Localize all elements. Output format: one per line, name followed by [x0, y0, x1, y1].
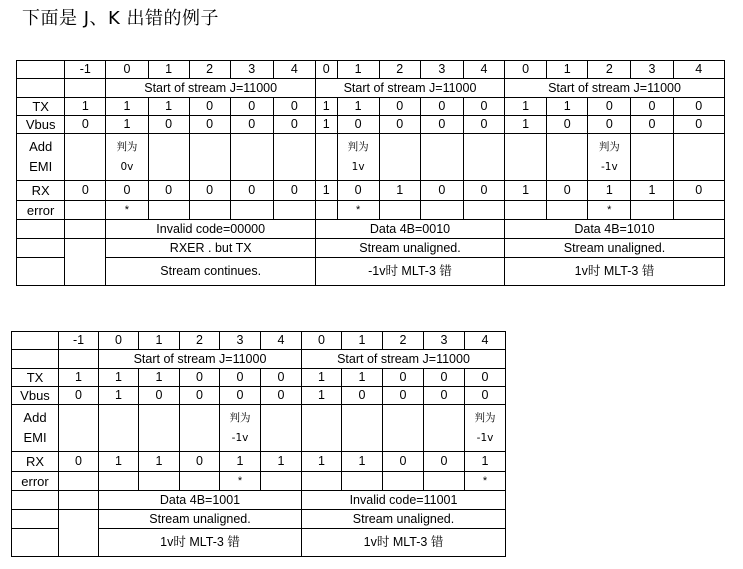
error-cell	[379, 201, 420, 220]
decode-result: Data 4B=0010	[315, 220, 504, 239]
emi-cell	[180, 405, 220, 452]
vbus-cell: 0	[342, 387, 383, 405]
rx-cell: 1	[261, 452, 302, 472]
note-line: Stream continues.	[106, 258, 316, 286]
tx-cell: 1	[302, 369, 342, 387]
error-marker: *	[220, 472, 261, 491]
tx-cell: 0	[189, 98, 230, 116]
error-cell	[673, 201, 724, 220]
emi-cell	[139, 405, 180, 452]
bit-header: 3	[220, 332, 261, 350]
group-header: Start of stream J=11000	[302, 350, 506, 369]
emi-note-line: 判为	[116, 141, 138, 153]
vbus-cell: 0	[631, 116, 673, 134]
tx-cell: 0	[424, 369, 465, 387]
rx-cell: 0	[673, 181, 724, 201]
vbus-cell: 0	[379, 116, 420, 134]
error-cell	[189, 201, 230, 220]
blank-cell	[59, 491, 99, 510]
emi-note-line: 判为	[474, 412, 496, 424]
rx-cell: 1	[220, 452, 261, 472]
bit-header: 1	[148, 61, 189, 79]
vbus-cell: 0	[220, 387, 261, 405]
rx-cell: 0	[383, 452, 424, 472]
error-cell	[547, 201, 588, 220]
tx-cell: 1	[99, 369, 139, 387]
emi-cell	[342, 405, 383, 452]
bit-header: 0	[99, 332, 139, 350]
row-label-rx: RX	[17, 181, 65, 201]
emi-cell	[673, 134, 724, 181]
rx-cell: 0	[337, 181, 379, 201]
corner-cell	[17, 61, 65, 79]
bit-header: 4	[463, 61, 504, 79]
tx-cell: 0	[463, 98, 504, 116]
bit-header: 1	[342, 332, 383, 350]
corner-cell	[12, 332, 59, 350]
rx-cell: 0	[59, 452, 99, 472]
note-line: Stream unaligned.	[505, 239, 725, 258]
error-cell	[463, 201, 504, 220]
emi-cell	[189, 134, 230, 181]
tx-cell: 1	[547, 98, 588, 116]
tx-cell: 0	[379, 98, 420, 116]
group-header: Start of stream J=11000	[106, 79, 316, 98]
error-cell	[65, 201, 106, 220]
tx-cell: 0	[588, 98, 631, 116]
row-label-add-emi	[17, 134, 65, 181]
emi-cell	[505, 134, 547, 181]
tx-cell: 0	[673, 98, 724, 116]
bit-header: 2	[189, 61, 230, 79]
rx-cell: 0	[230, 181, 273, 201]
tx-cell: 1	[315, 98, 337, 116]
vbus-cell: 0	[337, 116, 379, 134]
rx-cell: 0	[420, 181, 463, 201]
note-line: 1v时 MLT-3 错	[302, 529, 506, 557]
tx-cell: 1	[342, 369, 383, 387]
vbus-cell: 0	[273, 116, 315, 134]
rx-cell: 0	[65, 181, 106, 201]
error-cell	[273, 201, 315, 220]
bit-header: 4	[261, 332, 302, 350]
vbus-cell: 0	[148, 116, 189, 134]
bit-header: -1	[59, 332, 99, 350]
add-emi-label-line: EMI	[29, 159, 53, 174]
bit-header: 2	[588, 61, 631, 79]
rx-cell: 0	[547, 181, 588, 201]
error-cell	[315, 201, 337, 220]
vbus-cell: 0	[59, 387, 99, 405]
bit-header: 3	[631, 61, 673, 79]
bit-header: 2	[383, 332, 424, 350]
bit-header: 4	[465, 332, 506, 350]
error-cell	[59, 472, 99, 491]
rx-cell: 0	[180, 452, 220, 472]
note-line: 1v时 MLT-3 错	[505, 258, 725, 286]
rx-cell: 0	[273, 181, 315, 201]
tx-cell: 1	[337, 98, 379, 116]
blank-cell	[17, 79, 65, 98]
error-cell	[139, 472, 180, 491]
emi-note-line: -1v	[600, 161, 618, 173]
rx-cell: 1	[139, 452, 180, 472]
vbus-cell: 0	[230, 116, 273, 134]
rx-cell: 1	[99, 452, 139, 472]
error-marker: *	[106, 201, 148, 220]
emi-cell	[230, 134, 273, 181]
error-marker: *	[337, 201, 379, 220]
bit-header: 4	[673, 61, 724, 79]
note-line: Stream unaligned.	[315, 239, 504, 258]
error-cell	[383, 472, 424, 491]
row-label-vbus: Vbus	[17, 116, 65, 134]
blank-cell	[59, 510, 99, 557]
vbus-cell: 1	[315, 116, 337, 134]
error-cell	[424, 472, 465, 491]
emi-cell	[65, 134, 106, 181]
error-cell	[505, 201, 547, 220]
emi-cell	[315, 134, 337, 181]
vbus-cell: 0	[463, 116, 504, 134]
row-label-add-emi	[12, 405, 59, 452]
emi-cell	[588, 134, 631, 181]
row-label-error: error	[17, 201, 65, 220]
emi-note-line: -1v	[476, 432, 494, 444]
blank-cell	[17, 258, 65, 286]
note-line: RXER . but TX	[106, 239, 316, 258]
error-cell	[342, 472, 383, 491]
page-title: 下面是 J、K 出错的例子	[22, 8, 220, 29]
vbus-cell: 1	[302, 387, 342, 405]
error-cell	[230, 201, 273, 220]
group-header: Start of stream J=11000	[505, 79, 725, 98]
jk-error-table-2	[11, 331, 506, 557]
bit-header: 1	[337, 61, 379, 79]
error-cell	[302, 472, 342, 491]
emi-cell	[465, 405, 506, 452]
blank-cell	[17, 239, 65, 258]
blank-cell	[65, 220, 106, 239]
error-marker: *	[465, 472, 506, 491]
error-marker: *	[588, 201, 631, 220]
note-line: 1v时 MLT-3 错	[99, 529, 302, 557]
error-cell	[631, 201, 673, 220]
tx-cell: 0	[420, 98, 463, 116]
emi-cell	[379, 134, 420, 181]
vbus-cell: 0	[673, 116, 724, 134]
tx-cell: 0	[180, 369, 220, 387]
blank-cell	[59, 350, 99, 369]
emi-cell	[302, 405, 342, 452]
rx-cell: 1	[315, 181, 337, 201]
blank-cell	[12, 529, 59, 557]
error-cell	[420, 201, 463, 220]
group-header: Start of stream J=11000	[99, 350, 302, 369]
decode-result: Invalid code=00000	[106, 220, 316, 239]
tx-cell: 1	[106, 98, 148, 116]
row-label-rx: RX	[12, 452, 59, 472]
rx-cell: 0	[148, 181, 189, 201]
note-line: Stream unaligned.	[302, 510, 506, 529]
tx-cell: 0	[230, 98, 273, 116]
vbus-cell: 1	[505, 116, 547, 134]
tx-cell: 0	[383, 369, 424, 387]
emi-cell	[424, 405, 465, 452]
bit-header: 3	[424, 332, 465, 350]
tx-cell: 0	[261, 369, 302, 387]
emi-cell	[383, 405, 424, 452]
error-cell	[261, 472, 302, 491]
emi-cell	[148, 134, 189, 181]
emi-cell	[99, 405, 139, 452]
vbus-cell: 0	[465, 387, 506, 405]
rx-cell: 0	[463, 181, 504, 201]
bit-header: 1	[139, 332, 180, 350]
rx-cell: 0	[424, 452, 465, 472]
blank-cell	[65, 79, 106, 98]
emi-cell	[631, 134, 673, 181]
bit-header: 0	[505, 61, 547, 79]
rx-cell: 1	[631, 181, 673, 201]
tx-cell: 1	[65, 98, 106, 116]
bit-header: 3	[230, 61, 273, 79]
error-cell	[180, 472, 220, 491]
vbus-cell: 1	[106, 116, 148, 134]
emi-cell	[420, 134, 463, 181]
emi-note-line: 0v	[120, 161, 134, 173]
tx-cell: 0	[220, 369, 261, 387]
rx-cell: 1	[342, 452, 383, 472]
emi-note-line: 判为	[229, 412, 251, 424]
emi-note-line: -1v	[231, 432, 249, 444]
tx-cell: 1	[505, 98, 547, 116]
bit-header: -1	[65, 61, 106, 79]
bit-header: 4	[273, 61, 315, 79]
vbus-cell: 0	[261, 387, 302, 405]
emi-note-line: 1v	[351, 161, 365, 173]
blank-cell	[12, 350, 59, 369]
bit-header: 0	[106, 61, 148, 79]
vbus-cell: 0	[189, 116, 230, 134]
row-label-tx: TX	[17, 98, 65, 116]
blank-cell	[17, 220, 65, 239]
decode-result: Data 4B=1010	[505, 220, 725, 239]
vbus-cell: 0	[547, 116, 588, 134]
bit-header: 0	[315, 61, 337, 79]
emi-cell	[106, 134, 148, 181]
group-header: Start of stream J=11000	[315, 79, 504, 98]
vbus-cell: 0	[65, 116, 106, 134]
bit-header: 1	[547, 61, 588, 79]
row-label-error: error	[12, 472, 59, 491]
vbus-cell: 0	[424, 387, 465, 405]
bit-header: 2	[379, 61, 420, 79]
emi-cell	[59, 405, 99, 452]
vbus-cell: 0	[383, 387, 424, 405]
rx-cell: 0	[189, 181, 230, 201]
row-label-tx: TX	[12, 369, 59, 387]
vbus-cell: 0	[180, 387, 220, 405]
note-line: -1v时 MLT-3 错	[315, 258, 504, 286]
tx-cell: 1	[139, 369, 180, 387]
tx-cell: 0	[465, 369, 506, 387]
rx-cell: 0	[106, 181, 148, 201]
decode-result: Data 4B=1001	[99, 491, 302, 510]
add-emi-label-line: Add	[23, 410, 47, 425]
emi-cell	[261, 405, 302, 452]
blank-cell	[12, 491, 59, 510]
emi-note-line: 判为	[347, 141, 369, 153]
vbus-cell: 0	[139, 387, 180, 405]
error-cell	[148, 201, 189, 220]
rx-cell: 1	[465, 452, 506, 472]
emi-cell	[463, 134, 504, 181]
jk-error-table-1	[16, 60, 725, 286]
decode-result: Invalid code=11001	[302, 491, 506, 510]
tx-cell: 1	[59, 369, 99, 387]
rx-cell: 1	[505, 181, 547, 201]
tx-cell: 0	[631, 98, 673, 116]
note-line: Stream unaligned.	[99, 510, 302, 529]
error-cell	[99, 472, 139, 491]
vbus-cell: 0	[420, 116, 463, 134]
vbus-cell: 0	[588, 116, 631, 134]
emi-cell	[547, 134, 588, 181]
rx-cell: 1	[588, 181, 631, 201]
tx-cell: 0	[273, 98, 315, 116]
rx-cell: 1	[379, 181, 420, 201]
tx-cell: 1	[148, 98, 189, 116]
row-label-vbus: Vbus	[12, 387, 59, 405]
rx-cell: 1	[302, 452, 342, 472]
bit-header: 0	[302, 332, 342, 350]
emi-cell	[337, 134, 379, 181]
bit-header: 2	[180, 332, 220, 350]
emi-cell	[220, 405, 261, 452]
add-emi-label-line: Add	[29, 139, 53, 154]
blank-cell	[12, 510, 59, 529]
emi-cell	[273, 134, 315, 181]
blank-cell	[65, 239, 106, 286]
add-emi-label-line: EMI	[23, 430, 47, 445]
vbus-cell: 1	[99, 387, 139, 405]
emi-note-line: 判为	[598, 141, 620, 153]
bit-header: 3	[420, 61, 463, 79]
